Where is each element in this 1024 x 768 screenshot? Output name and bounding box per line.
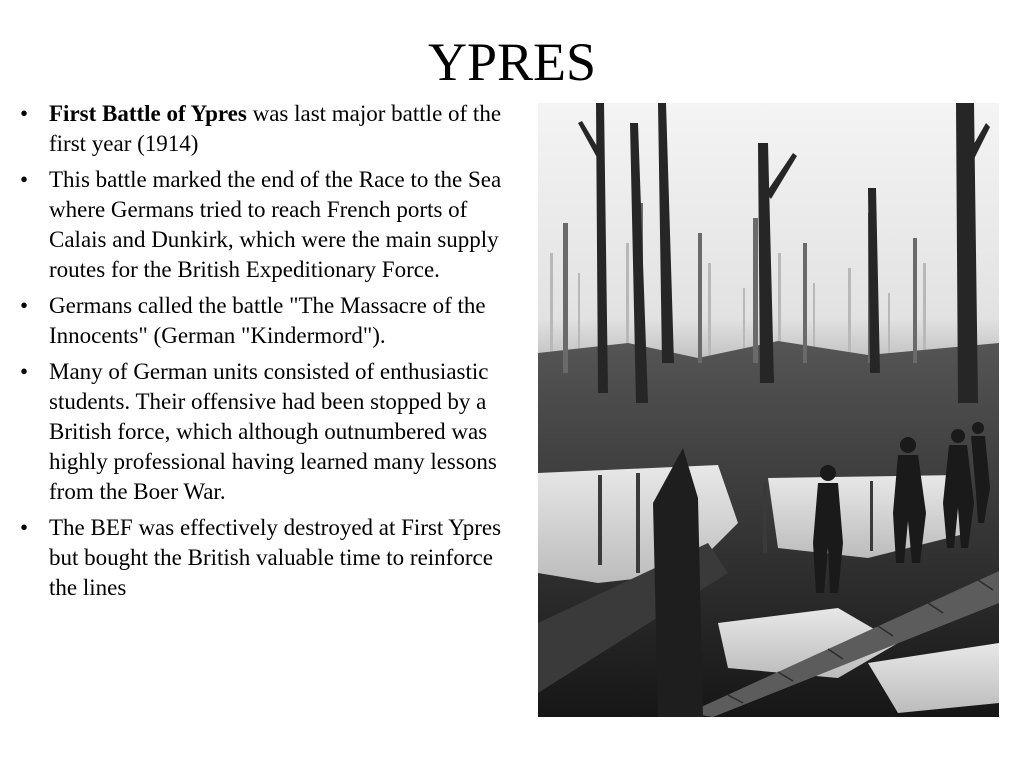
bullet-marker: • xyxy=(19,515,29,540)
bullet-text: The BEF was effectively destroyed at First Ypres but bought the British valuable time to reinforce the lines xyxy=(49,515,502,600)
bullet-text: Many of German units consisted of enthusiastic students. Their offensive had been stopped by a British force, which although outnumbered was highly professional having learned many lessons from the Boer War. xyxy=(49,359,497,504)
bullet-marker: • xyxy=(19,167,29,192)
bullet-item xyxy=(14,291,524,351)
bullet-text: Germans called the battle "The Massacre of the Innocents" (German "Kindermord"). xyxy=(49,293,486,348)
bullet-item xyxy=(14,99,524,159)
bullet-item xyxy=(14,165,524,285)
bullet-marker: • xyxy=(19,293,29,318)
bullet-list xyxy=(14,99,524,609)
bullet-text: This battle marked the end of the Race to the Sea where Germans tried to reach French ports of Calais and Dunkirk, which were the main supply routes for the British Expeditionary Force. xyxy=(49,167,502,282)
bullet-bold-text: First Battle of Ypres xyxy=(49,101,247,126)
bullet-item xyxy=(14,513,524,603)
bullet-marker: • xyxy=(19,101,29,126)
bullet-item xyxy=(14,357,524,507)
bullet-marker: • xyxy=(19,359,29,384)
slide-title: YPRES xyxy=(427,32,597,92)
battlefield-photo xyxy=(538,103,999,717)
bullet-text: was last major battle of the first year (1914) xyxy=(49,101,502,156)
